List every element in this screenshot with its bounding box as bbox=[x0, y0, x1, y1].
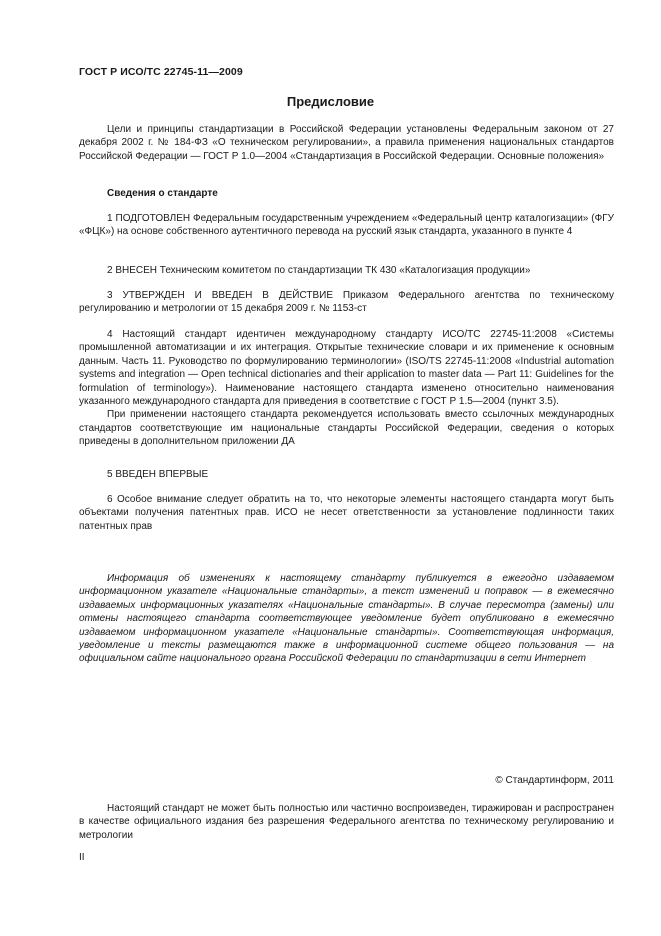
item-1 bbox=[79, 212, 614, 239]
item-3-text: 3 УТВЕРЖДЕН И ВВЕДЕН В ДЕЙСТВИЕ Приказом Федерального агентства по техническому регулированию и метрологии от 15 декабря 2009 г. № 1153-ст bbox=[79, 290, 614, 315]
item-2-text: 2 ВНЕСЕН Техническим комитетом по стандартизации ТК 430 «Каталогизация продукции» bbox=[107, 265, 531, 276]
info-heading-block bbox=[79, 187, 614, 200]
standard-header: ГОСТ Р ИСО/ТС 22745-11—2009 bbox=[79, 66, 243, 78]
page-title: Предисловие bbox=[286, 94, 375, 109]
item-1-text: 1 ПОДГОТОВЛЕН Федеральным государственным учреждением «Федеральный центр каталогизации» (ФГУ «ФЦК») на основе собственного аутентичного перевода на русский язык стандарта, указанного в пункте 4 bbox=[79, 213, 614, 238]
intro-text: Цели и принципы стандартизации в Российской Федерации установлены Федеральным законом от 27 декабря 2002 г. № 184-ФЗ «О техническом регулировании», а правила применения национальных стандартов Российской Федерации — ГОСТ Р 1.0—2004 «Стандартизация в Российской Федерации. Основные положения» bbox=[79, 124, 614, 162]
info-heading: Сведения о стандарте bbox=[107, 188, 218, 199]
item-3 bbox=[79, 289, 614, 316]
page-number: II bbox=[79, 852, 85, 863]
reproduction-notice bbox=[79, 802, 614, 842]
item-4 bbox=[79, 328, 614, 449]
item-5 bbox=[79, 468, 614, 481]
item-4-text: 4 Настоящий стандарт идентичен международному стандарту ИСО/ТС 22745-11:2008 «Системы промышленной автоматизации и их интеграция. Открытые технические словари и их применение к основным данным. Часть 11. Руководство по формулированию терминологии» (ISO/TS 22745-11:2008 «Industrial automation systems and integration — Open technical dictionaries and their application to master data — Part 11: Guidelines for the formulation of terminology»). Наименование настоящего стандарта изменено относительно наименования указанного международного стандарта для приведения в соответствие с ГОСТ Р 1.5—2004 (пункт 3.5). bbox=[79, 329, 614, 408]
item-4-note: При применении настоящего стандарта рекомендуется использовать вместо ссылочных международных стандартов соответствующие им национальные стандарты Российской Федерации, сведения о которых приведены в дополнительном приложении ДА bbox=[79, 409, 614, 448]
item-2 bbox=[79, 264, 614, 277]
changes-notice-text: Информация об изменениях к настоящему стандарту публикуется в ежегодно издаваемом информационном указателе «Национальные стандарты», а текст изменений и поправок — в ежемесячно издаваемых информационных указателях «Национальные стандарты». В случае пересмотра (замены) или отмены настоящего стандарта соответствующее уведомление будет опубликовано в ежемесячно издаваемом информационном указателе «Национальные стандарты». Соответствующая информация, уведомление и тексты размещаются также в информационной системе общего пользования — на официальном сайте национального органа Российской Федерации по стандартизации в сети Интернет bbox=[79, 573, 614, 665]
reproduction-text: Настоящий стандарт не может быть полностью или частично воспроизведен, тиражирован и распространен в качестве официального издания без разрешения Федерального агентства по техническому регулированию и метрологии bbox=[79, 803, 614, 841]
changes-notice bbox=[79, 572, 614, 666]
item-5-text: 5 ВВЕДЕН ВПЕРВЫЕ bbox=[107, 469, 209, 480]
copyright: © Стандартинформ, 2011 bbox=[495, 775, 614, 786]
item-6 bbox=[79, 493, 614, 533]
intro-paragraph bbox=[79, 123, 614, 163]
item-6-text: 6 Особое внимание следует обратить на то, что некоторые элементы настоящего стандарта могут быть объектами получения патентных прав. ИСО не несет ответственности за установление подлинности таких патентных прав bbox=[79, 494, 614, 532]
